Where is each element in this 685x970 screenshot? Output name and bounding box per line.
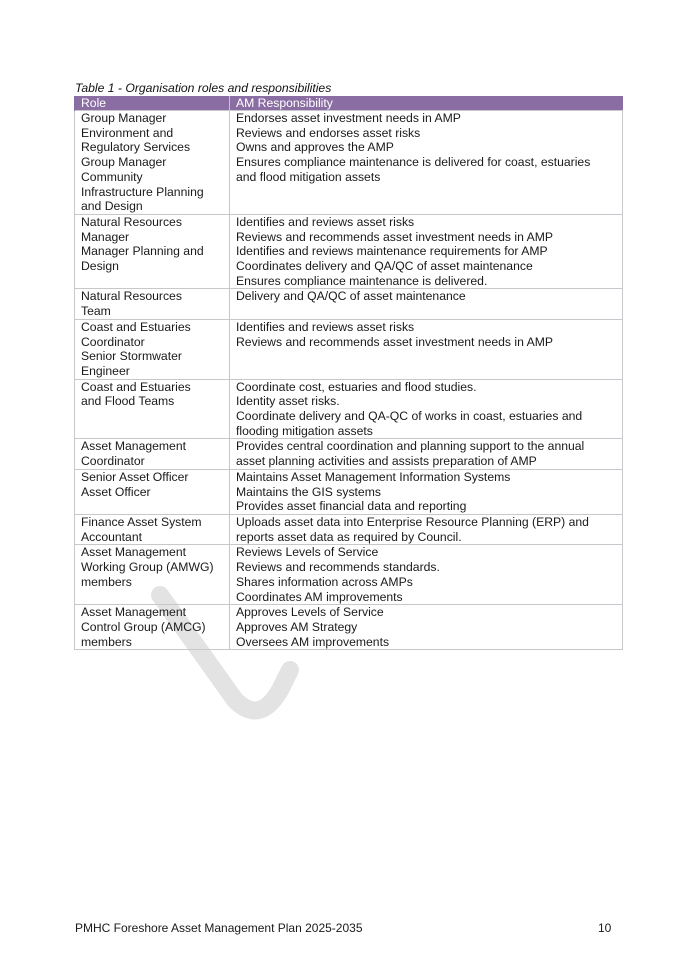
responsibility-line: Shares information across AMPs (236, 574, 413, 589)
role-cell (75, 379, 230, 439)
table-row (75, 111, 623, 215)
role-cell (75, 111, 230, 215)
role-line: Senior Stormwater (81, 349, 182, 364)
responsibility-line: Uploads asset data into Enterprise Resource Planning (ERP) and (236, 514, 589, 529)
responsibility-line: Approves AM Strategy (236, 619, 358, 634)
role-line: Control Group (AMCG) (81, 619, 206, 634)
responsibility-line: Reviews and recommends standards. (236, 560, 440, 575)
responsibility-line: Reviews and recommends asset investment needs in AMP (236, 334, 554, 349)
role-line: members (81, 634, 132, 649)
role-line: Regulatory Services (81, 140, 191, 155)
responsibility-line: asset planning activities and assists preparation of AMP (236, 454, 537, 469)
responsibility-line: Reviews and endorses asset risks (236, 125, 421, 140)
responsibility-line: Delivery and QA/QC of asset maintenance (236, 289, 466, 304)
responsibility-line: Provides central coordination and planning support to the annual (236, 439, 585, 454)
responsibility-line: Ensures compliance maintenance is delivered. (236, 273, 488, 288)
responsibility-cell (230, 289, 623, 319)
role-line: Manager Planning and (81, 244, 204, 259)
role-line: Community (81, 169, 143, 184)
responsibility-line: Provides asset financial data and reporting (236, 499, 467, 514)
role-line: members (81, 574, 132, 589)
responsibility-cell (230, 111, 623, 215)
responsibility-line: reports asset data as required by Council. (236, 529, 462, 544)
table-header-row (75, 96, 623, 111)
responsibility-line: Approves Levels of Service (236, 605, 384, 620)
role-cell (75, 545, 230, 605)
responsibility-line: Coordinate cost, estuaries and flood studies. (236, 379, 477, 394)
responsibility-line: Owns and approves the AMP (236, 140, 394, 155)
table-row (75, 545, 623, 605)
role-line: Group Manager (81, 155, 167, 170)
responsibility-line: Maintains the GIS systems (236, 484, 381, 499)
role-line: Accountant (81, 529, 142, 544)
role-line: Coordinator (81, 334, 145, 349)
responsibility-cell (230, 545, 623, 605)
responsibility-cell (230, 514, 623, 544)
responsibility-line: Identifies and reviews asset risks (236, 319, 415, 334)
role-line: Asset Management (81, 605, 187, 620)
responsibility-line: Identity asset risks. (236, 394, 340, 409)
role-line: Senior Asset Officer (81, 469, 189, 484)
role-cell (75, 605, 230, 650)
table-row (75, 379, 623, 439)
responsibility-cell (230, 379, 623, 439)
footer-title: PMHC Foreshore Asset Management Plan 2025-2035 (75, 921, 363, 935)
table-row (75, 605, 623, 650)
responsibility-line: Coordinate delivery and QA-QC of works in coast, estuaries and (236, 409, 583, 424)
responsibility-cell (230, 319, 623, 379)
role-cell (75, 439, 230, 469)
responsibility-cell (230, 214, 623, 289)
table-row (75, 469, 623, 514)
role-line: Design (81, 259, 119, 274)
responsibility-cell (230, 605, 623, 650)
role-line: Natural Resources (81, 214, 182, 229)
responsibility-line: Identifies and reviews maintenance requirements for AMP (236, 244, 548, 259)
role-line: and Flood Teams (81, 394, 175, 409)
table-row (75, 289, 623, 319)
role-line: Finance Asset System (81, 514, 202, 529)
role-cell (75, 469, 230, 514)
role-line: Asset Management (81, 545, 187, 560)
role-cell (75, 319, 230, 379)
table-row (75, 214, 623, 289)
table-row (75, 319, 623, 379)
table-row (75, 514, 623, 544)
responsibility-line: Endorses asset investment needs in AMP (236, 111, 461, 125)
role-line: and Design (81, 199, 143, 214)
role-line: Asset Management (81, 439, 187, 454)
role-line: Coast and Estuaries (81, 319, 191, 334)
responsibility-line: flooding mitigation assets (236, 423, 373, 438)
page-number: 10 (598, 921, 612, 935)
table-body (75, 111, 623, 650)
header-role: Role (75, 96, 230, 111)
responsibility-line: and flood mitigation assets (236, 169, 381, 184)
role-line: Coordinator (81, 454, 145, 469)
role-line: Working Group (AMWG) (81, 560, 214, 575)
responsibility-line: Reviews Levels of Service (236, 545, 379, 560)
roles-table (74, 96, 623, 650)
responsibility-line: Reviews and recommends asset investment needs in AMP (236, 229, 554, 244)
role-line: Manager (81, 229, 130, 244)
responsibility-line: Coordinates AM improvements (236, 589, 403, 604)
role-line: Environment and (81, 125, 174, 140)
role-cell (75, 514, 230, 544)
responsibility-line: Ensures compliance maintenance is delivered for coast, estuaries (236, 155, 591, 170)
role-line: Coast and Estuaries (81, 379, 191, 394)
role-line: Team (81, 304, 111, 319)
role-line: Engineer (81, 363, 130, 378)
responsibility-line: Coordinates delivery and QA/QC of asset maintenance (236, 259, 533, 274)
responsibility-cell (230, 469, 623, 514)
responsibility-cell (230, 439, 623, 469)
responsibility-line: Maintains Asset Management Information Systems (236, 469, 511, 484)
role-line: Group Manager (81, 111, 167, 125)
responsibility-line: Identifies and reviews asset risks (236, 214, 415, 229)
role-line: Infrastructure Planning (81, 184, 204, 199)
role-line: Natural Resources (81, 289, 182, 304)
role-cell (75, 214, 230, 289)
role-line: Asset Officer (81, 484, 151, 499)
table-caption: Table 1 - Organisation roles and responsibilities (75, 81, 332, 95)
role-cell (75, 289, 230, 319)
responsibility-line: Oversees AM improvements (236, 634, 390, 649)
table-row (75, 439, 623, 469)
header-responsibility: AM Responsibility (230, 96, 623, 111)
